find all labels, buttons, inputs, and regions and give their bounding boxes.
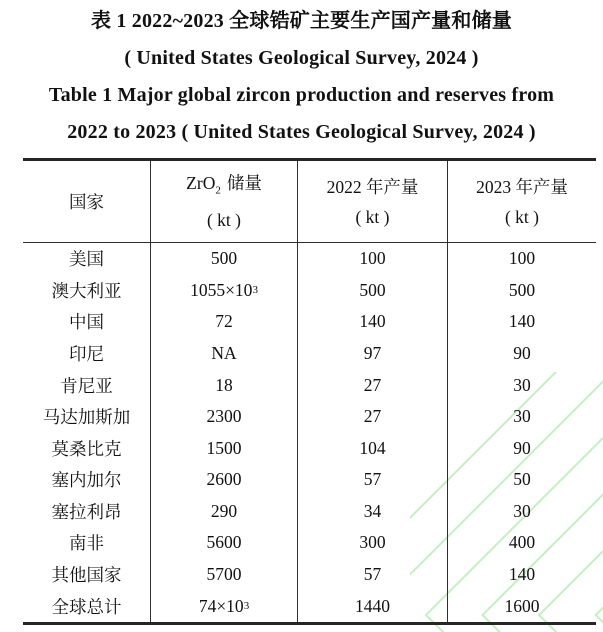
table-row <box>23 464 596 496</box>
header-country-label: 国家 <box>69 191 104 212</box>
reserve-cell <box>151 496 298 528</box>
country-cell: 塞拉利昂 <box>23 496 151 528</box>
caption-en-line1: Table 1 Major global zircon production and reserves from <box>48 84 555 106</box>
reserve-cell <box>151 464 298 496</box>
table-row <box>23 338 596 370</box>
prod-2023-cell: 500 <box>508 279 536 300</box>
table-row <box>23 432 596 464</box>
reserve-cell <box>151 338 298 370</box>
prod-2023-cell: 90 <box>513 437 531 458</box>
header-prod-2022-unit: ( kt ) <box>355 206 390 227</box>
country-cell: 其他国家 <box>23 559 151 591</box>
prod-2023-cell: 400 <box>508 532 536 553</box>
reserve-cell <box>151 275 298 307</box>
prod-2022-cell: 97 <box>298 338 448 370</box>
prod-2023-cell: 100 <box>508 248 536 269</box>
country-cell: 塞内加尔 <box>23 464 151 496</box>
prod-2023-cell: 30 <box>513 374 531 395</box>
reserve-cell <box>151 432 298 464</box>
reserve-value: NA <box>211 343 237 364</box>
caption-cn-line2: ( United States Geological Survey, 2024 ) <box>124 47 479 69</box>
table-row <box>23 559 596 591</box>
table-row <box>23 243 596 275</box>
reserve-value: 500 <box>210 248 238 269</box>
reserve-cell <box>151 306 298 338</box>
prod-2023-cell: 30 <box>513 500 531 521</box>
prod-2022-cell: 100 <box>298 243 448 275</box>
reserve-value: 72 <box>215 311 233 332</box>
header-reserve-text: 储量 <box>226 172 262 193</box>
reserve-value: 5600 <box>206 532 242 553</box>
reserve-value: 74×10 <box>198 595 244 616</box>
prod-2023-cell: 140 <box>508 564 536 585</box>
prod-2022-cell: 57 <box>298 559 448 591</box>
header-reserve-unit: ( kt ) <box>206 210 242 231</box>
prod-2022-cell: 27 <box>298 401 448 433</box>
country-cell: 澳大利亚 <box>23 275 151 307</box>
prod-2023-cell: 90 <box>513 343 531 364</box>
table-header-row <box>23 161 596 243</box>
prod-2023-cell: 140 <box>508 311 536 332</box>
country-cell: 南非 <box>23 527 151 559</box>
reserve-superscript: 3 <box>252 284 258 297</box>
header-reserve <box>151 161 298 242</box>
reserve-value: 18 <box>215 374 233 395</box>
reserve-superscript: 3 <box>243 600 250 613</box>
country-cell: 美国 <box>23 243 151 275</box>
reserve-value: 2300 <box>206 406 242 427</box>
reserve-value: 5700 <box>206 564 242 585</box>
country-cell: 中国 <box>23 306 151 338</box>
reserve-cell <box>151 590 298 622</box>
prod-2022-cell: 34 <box>298 496 448 528</box>
header-prod-2022-label: 2022 年产量 <box>326 176 419 197</box>
table-row <box>23 527 596 559</box>
prod-2022-cell: 300 <box>298 527 448 559</box>
prod-2022-cell: 500 <box>298 275 448 307</box>
header-reserve-subscript: 2 <box>215 184 221 197</box>
header-prod-2022 <box>298 161 448 242</box>
country-cell: 全球总计 <box>23 590 151 622</box>
caption-cn-line1: 表 1 2022~2023 全球锆矿主要生产国产量和储量 <box>90 10 512 32</box>
table-row <box>23 275 596 307</box>
reserve-cell <box>151 369 298 401</box>
country-cell: 莫桑比克 <box>23 432 151 464</box>
reserve-value: 290 <box>210 500 238 521</box>
zircon-data-table <box>23 158 596 625</box>
header-reserve-formula: ZrO <box>186 172 216 193</box>
table-row <box>23 401 596 433</box>
header-prod-2023-label: 2023 年产量 <box>476 176 568 197</box>
prod-2022-cell: 140 <box>298 306 448 338</box>
table-body <box>23 243 596 622</box>
prod-2023-cell: 30 <box>513 406 531 427</box>
reserve-cell <box>151 527 298 559</box>
header-reserve-label <box>186 168 262 206</box>
header-prod-2023 <box>448 161 596 242</box>
table-row <box>23 496 596 528</box>
reserve-value: 1500 <box>206 437 242 458</box>
prod-2023-cell: 1600 <box>504 595 540 616</box>
prod-2022-cell: 57 <box>298 464 448 496</box>
prod-2023-cell: 50 <box>513 469 531 490</box>
table-row <box>23 369 596 401</box>
prod-2022-cell: 27 <box>298 369 448 401</box>
reserve-cell <box>151 401 298 433</box>
reserve-value: 2600 <box>206 469 242 490</box>
prod-2022-cell: 104 <box>298 432 448 464</box>
reserve-cell <box>151 559 298 591</box>
country-cell: 肯尼亚 <box>23 369 151 401</box>
caption-en-line2: 2022 to 2023 ( United States Geological Survey, 2024 ) <box>67 121 536 143</box>
table-row <box>23 590 596 622</box>
table-caption <box>0 3 603 151</box>
header-country <box>23 161 151 242</box>
header-prod-2023-unit: ( kt ) <box>504 206 540 227</box>
reserve-value: 1055×10 <box>190 279 253 300</box>
reserve-cell <box>151 243 298 275</box>
table-row <box>23 306 596 338</box>
country-cell: 印尼 <box>23 338 151 370</box>
prod-2022-cell: 1440 <box>298 590 448 622</box>
country-cell: 马达加斯加 <box>23 401 151 433</box>
